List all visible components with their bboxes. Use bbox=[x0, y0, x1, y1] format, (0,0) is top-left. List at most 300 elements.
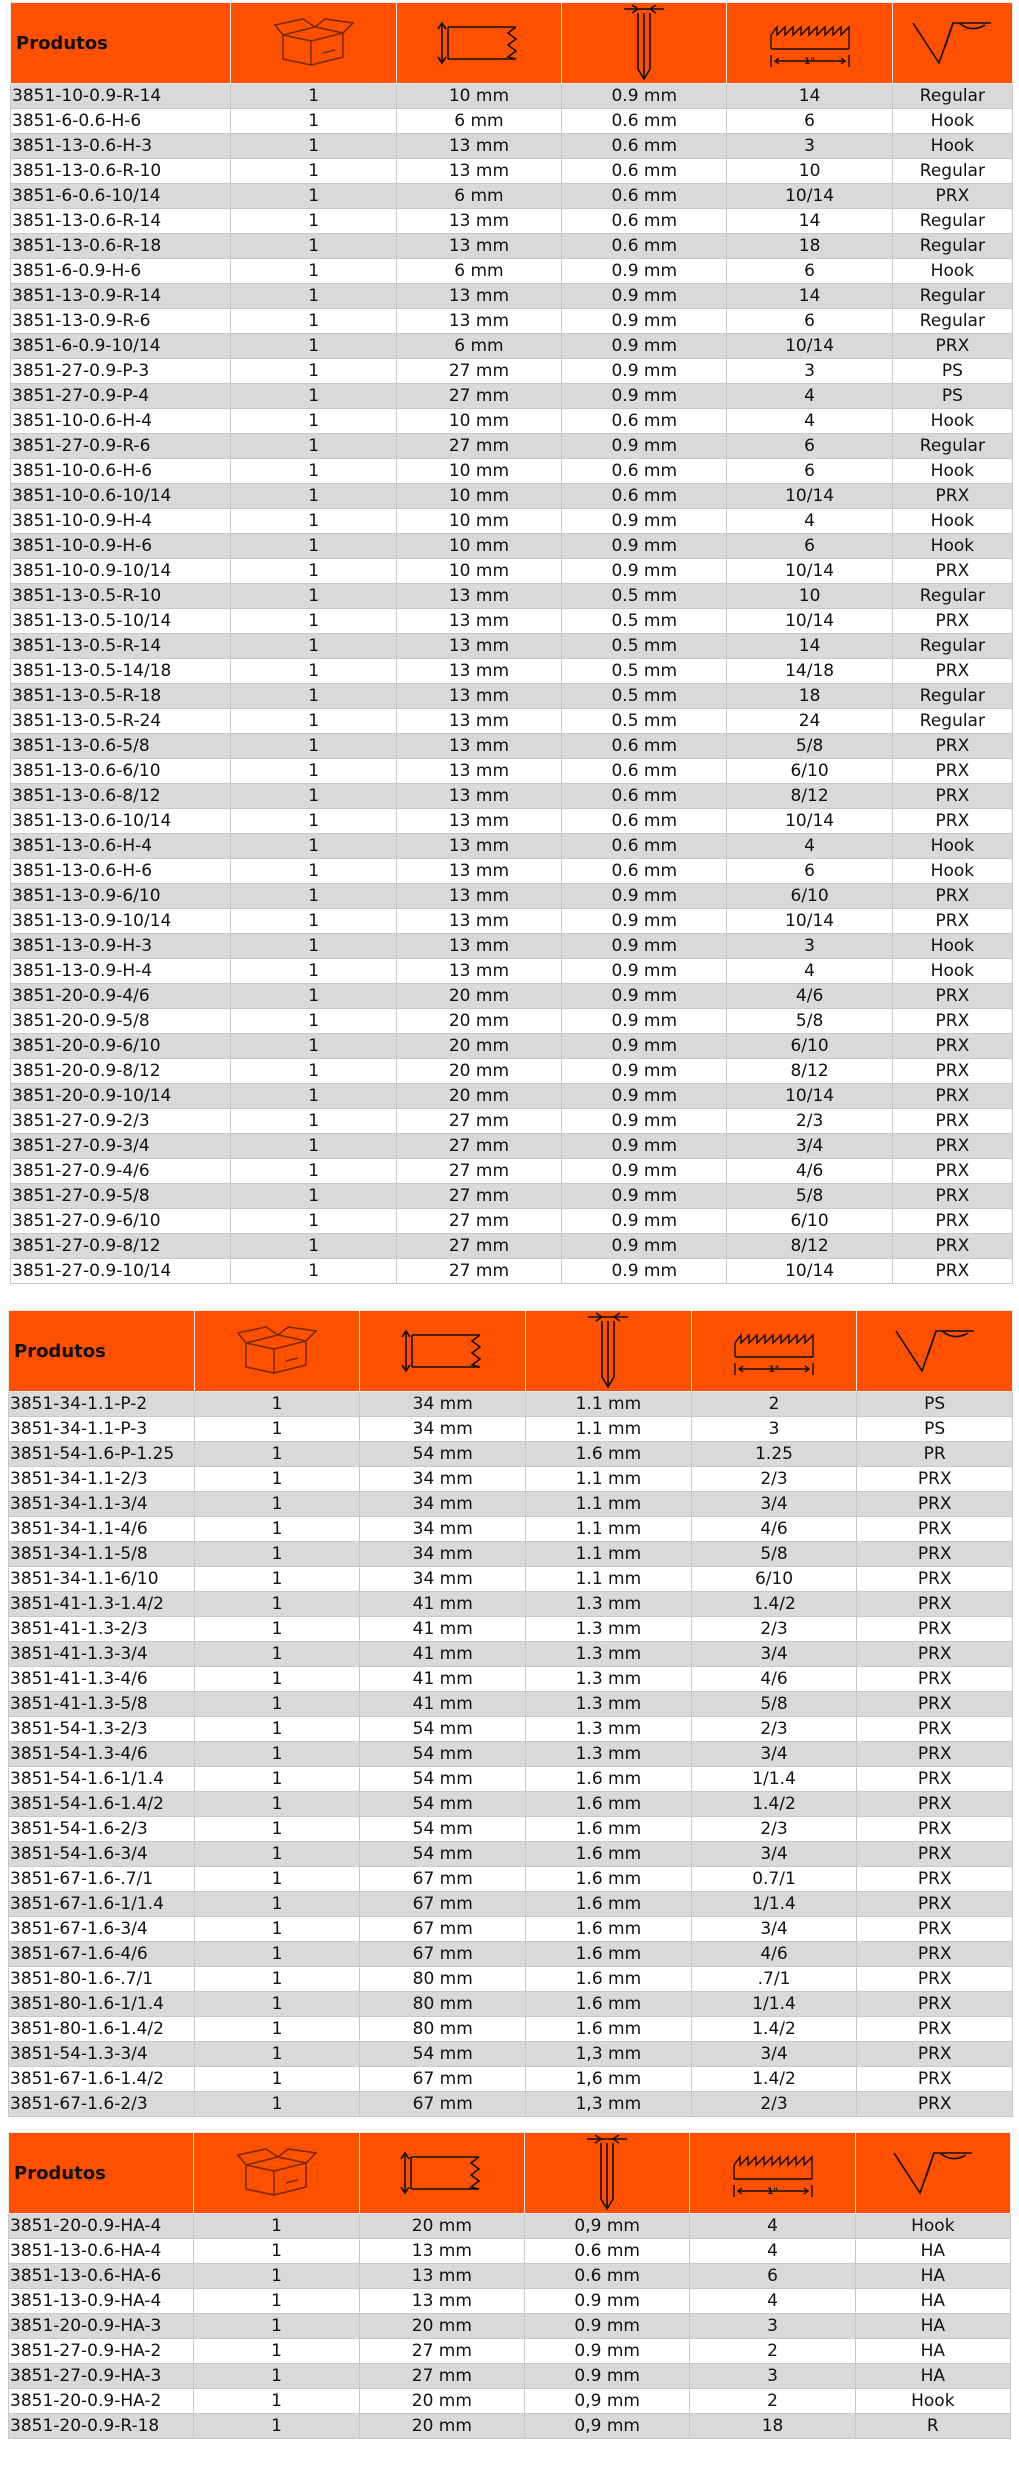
table-row bbox=[9, 1892, 1013, 1917]
thickness-cell: 0.9 mm bbox=[562, 984, 727, 1009]
product-code-cell: 3851-34-1.1-6/10 bbox=[9, 1567, 195, 1592]
tpi-cell: 10/14 bbox=[727, 909, 892, 934]
table-row bbox=[11, 559, 1013, 584]
tooth-type-cell: PRX bbox=[857, 1617, 1013, 1642]
box-quantity-icon bbox=[194, 2147, 358, 2199]
quantity-cell: 1 bbox=[231, 1084, 396, 1109]
tpi-cell: 1/1.4 bbox=[691, 1992, 857, 2017]
tooth-type-cell: Regular bbox=[892, 209, 1012, 234]
width-cell: 27 mm bbox=[396, 1209, 561, 1234]
product-code-cell: 3851-13-0.6-6/10 bbox=[11, 759, 231, 784]
table-row bbox=[11, 1184, 1013, 1209]
table-row bbox=[9, 2042, 1013, 2067]
width-cell: 41 mm bbox=[360, 1642, 526, 1667]
blade-thickness-icon bbox=[525, 2133, 689, 2213]
table-row bbox=[11, 1259, 1013, 1284]
table-row bbox=[9, 2314, 1011, 2339]
width-cell: 6 mm bbox=[396, 109, 561, 134]
tpi-cell: 3/4 bbox=[691, 1642, 857, 1667]
thickness-cell: 0.9 mm bbox=[562, 334, 727, 359]
tooth-type-cell: PRX bbox=[857, 1817, 1013, 1842]
thickness-cell: 0.6 mm bbox=[562, 484, 727, 509]
product-code-cell: 3851-13-0.6-10/14 bbox=[11, 809, 231, 834]
header-quantity bbox=[194, 2133, 359, 2214]
thickness-cell: 1,6 mm bbox=[526, 2067, 692, 2092]
products-table-1 bbox=[10, 2, 1013, 1284]
tooth-type-cell: HA bbox=[855, 2239, 1010, 2264]
tpi-cell: 2 bbox=[691, 1392, 857, 1417]
tooth-type-cell: PS bbox=[892, 384, 1012, 409]
width-cell: 6 mm bbox=[396, 184, 561, 209]
tpi-cell: 10/14 bbox=[727, 1259, 892, 1284]
thickness-cell: 0.5 mm bbox=[562, 634, 727, 659]
table-row bbox=[11, 359, 1013, 384]
width-cell: 13 mm bbox=[396, 809, 561, 834]
quantity-cell: 1 bbox=[231, 1159, 396, 1184]
width-cell: 10 mm bbox=[396, 484, 561, 509]
tpi-cell: 6/10 bbox=[727, 1034, 892, 1059]
tpi-cell: 3/4 bbox=[691, 1492, 857, 1517]
tooth-type-cell: Regular bbox=[892, 684, 1012, 709]
tpi-cell: 3 bbox=[691, 1417, 857, 1442]
table-row bbox=[11, 609, 1013, 634]
quantity-cell: 1 bbox=[231, 1259, 396, 1284]
tooth-type-cell: Regular bbox=[892, 159, 1012, 184]
table-row bbox=[11, 159, 1013, 184]
tpi-cell: 8/12 bbox=[727, 784, 892, 809]
quantity-cell: 1 bbox=[194, 1392, 360, 1417]
table-row bbox=[9, 1842, 1013, 1867]
thickness-cell: 0.9 mm bbox=[562, 259, 727, 284]
table-row bbox=[9, 2414, 1011, 2439]
tpi-cell: 1.4/2 bbox=[691, 2067, 857, 2092]
table-row bbox=[11, 759, 1013, 784]
width-cell: 13 mm bbox=[396, 584, 561, 609]
width-cell: 54 mm bbox=[360, 1817, 526, 1842]
table-row bbox=[9, 2239, 1011, 2264]
width-cell: 20 mm bbox=[396, 984, 561, 1009]
width-cell: 54 mm bbox=[360, 1792, 526, 1817]
tooth-type-cell: HA bbox=[855, 2264, 1010, 2289]
tooth-type-cell: Hook bbox=[892, 534, 1012, 559]
thickness-cell: 0.6 mm bbox=[562, 759, 727, 784]
width-cell: 10 mm bbox=[396, 509, 561, 534]
product-code-cell: 3851-10-0.6-H-4 bbox=[11, 409, 231, 434]
thickness-cell: 0.9 mm bbox=[525, 2289, 690, 2314]
width-cell: 54 mm bbox=[360, 1767, 526, 1792]
product-code-cell: 3851-6-0.6-H-6 bbox=[11, 109, 231, 134]
quantity-cell: 1 bbox=[194, 1492, 360, 1517]
product-code-cell: 3851-54-1.3-4/6 bbox=[9, 1742, 195, 1767]
width-cell: 10 mm bbox=[396, 559, 561, 584]
width-cell: 67 mm bbox=[360, 1917, 526, 1942]
tooth-type-cell: PRX bbox=[892, 784, 1012, 809]
thickness-cell: 1.6 mm bbox=[526, 1817, 692, 1842]
tooth-type-cell: PRX bbox=[857, 1717, 1013, 1742]
tpi-cell: 4 bbox=[727, 384, 892, 409]
product-code-cell: 3851-13-0.5-R-24 bbox=[11, 709, 231, 734]
quantity-cell: 1 bbox=[194, 1592, 360, 1617]
thickness-cell: 0.9 mm bbox=[562, 934, 727, 959]
thickness-cell: 0.9 mm bbox=[562, 509, 727, 534]
quantity-cell: 1 bbox=[194, 1792, 360, 1817]
thickness-cell: 0.9 mm bbox=[562, 534, 727, 559]
table-row bbox=[11, 134, 1013, 159]
tpi-cell: 6 bbox=[727, 534, 892, 559]
thickness-cell: 0.6 mm bbox=[562, 809, 727, 834]
table-row bbox=[11, 859, 1013, 884]
blade-thickness-icon bbox=[526, 1311, 691, 1391]
thickness-cell: 0.9 mm bbox=[562, 559, 727, 584]
tooth-type-cell: PS bbox=[857, 1417, 1013, 1442]
tooth-type-cell: PRX bbox=[892, 609, 1012, 634]
blade-thickness-icon bbox=[562, 3, 726, 83]
quantity-cell: 1 bbox=[194, 2339, 359, 2364]
table-row bbox=[9, 2017, 1013, 2042]
table-row bbox=[9, 1442, 1013, 1467]
quantity-cell: 1 bbox=[194, 1442, 360, 1467]
table-row bbox=[11, 684, 1013, 709]
tpi-cell: 18 bbox=[727, 684, 892, 709]
table-row bbox=[9, 2389, 1011, 2414]
product-code-cell: 3851-27-0.9-3/4 bbox=[11, 1134, 231, 1159]
tpi-cell: 3 bbox=[727, 934, 892, 959]
width-cell: 41 mm bbox=[360, 1592, 526, 1617]
width-cell: 27 mm bbox=[396, 384, 561, 409]
thickness-cell: 1.1 mm bbox=[526, 1542, 692, 1567]
thickness-cell: 0.9 mm bbox=[562, 384, 727, 409]
table-row bbox=[9, 2364, 1011, 2389]
table-row bbox=[11, 784, 1013, 809]
table-row bbox=[9, 1967, 1013, 1992]
tpi-cell: 14 bbox=[727, 84, 892, 109]
thickness-cell: 0.5 mm bbox=[562, 659, 727, 684]
quantity-cell: 1 bbox=[194, 1517, 360, 1542]
thickness-cell: 0.6 mm bbox=[562, 209, 727, 234]
thickness-cell: 0.5 mm bbox=[562, 709, 727, 734]
thickness-cell: 0.9 mm bbox=[562, 1059, 727, 1084]
tooth-type-cell: PRX bbox=[857, 1967, 1013, 1992]
quantity-cell: 1 bbox=[231, 259, 396, 284]
table-row bbox=[11, 1159, 1013, 1184]
product-code-cell: 3851-13-0.5-R-18 bbox=[11, 684, 231, 709]
width-cell: 20 mm bbox=[359, 2214, 524, 2239]
quantity-cell: 1 bbox=[194, 2289, 359, 2314]
header-width bbox=[360, 1311, 526, 1392]
quantity-cell: 1 bbox=[231, 984, 396, 1009]
product-code-cell: 3851-13-0.5-10/14 bbox=[11, 609, 231, 634]
quantity-cell: 1 bbox=[194, 2017, 360, 2042]
tpi-cell: 10/14 bbox=[727, 334, 892, 359]
width-cell: 13 mm bbox=[396, 859, 561, 884]
product-code-cell: 3851-20-0.9-5/8 bbox=[11, 1009, 231, 1034]
thickness-cell: 0.6 mm bbox=[562, 109, 727, 134]
quantity-cell: 1 bbox=[194, 2264, 359, 2289]
quantity-cell: 1 bbox=[194, 1867, 360, 1892]
width-cell: 67 mm bbox=[360, 1892, 526, 1917]
tooth-type-cell: PRX bbox=[857, 1467, 1013, 1492]
tpi-cell: 4/6 bbox=[727, 984, 892, 1009]
table-row bbox=[11, 209, 1013, 234]
width-cell: 41 mm bbox=[360, 1617, 526, 1642]
tooth-type-cell: PRX bbox=[857, 2042, 1013, 2067]
width-cell: 80 mm bbox=[360, 1967, 526, 1992]
tooth-profile-icon bbox=[856, 2147, 1010, 2199]
table-row bbox=[11, 1209, 1013, 1234]
tpi-cell: 1.4/2 bbox=[691, 2017, 857, 2042]
tooth-type-cell: PRX bbox=[857, 1792, 1013, 1817]
header-tooth-type bbox=[857, 1311, 1013, 1392]
quantity-cell: 1 bbox=[231, 609, 396, 634]
table-row bbox=[9, 2339, 1011, 2364]
quantity-cell: 1 bbox=[194, 1992, 360, 2017]
products-table-3 bbox=[8, 2132, 1011, 2439]
width-cell: 13 mm bbox=[396, 684, 561, 709]
table-row bbox=[9, 1392, 1013, 1417]
quantity-cell: 1 bbox=[231, 1009, 396, 1034]
quantity-cell: 1 bbox=[231, 859, 396, 884]
tooth-type-cell: PRX bbox=[892, 734, 1012, 759]
width-cell: 27 mm bbox=[396, 1259, 561, 1284]
width-cell: 13 mm bbox=[396, 209, 561, 234]
product-code-cell: 3851-10-0.6-H-6 bbox=[11, 459, 231, 484]
tpi-cell: 3 bbox=[690, 2364, 855, 2389]
thickness-cell: 1.3 mm bbox=[526, 1617, 692, 1642]
quantity-cell: 1 bbox=[231, 809, 396, 834]
table-row bbox=[9, 2067, 1013, 2092]
product-code-cell: 3851-41-1.3-1.4/2 bbox=[9, 1592, 195, 1617]
quantity-cell: 1 bbox=[231, 434, 396, 459]
quantity-cell: 1 bbox=[194, 1942, 360, 1967]
tpi-cell: 10/14 bbox=[727, 559, 892, 584]
width-cell: 13 mm bbox=[396, 934, 561, 959]
header-thickness bbox=[562, 3, 727, 84]
width-cell: 10 mm bbox=[396, 84, 561, 109]
product-code-cell: 3851-10-0.9-R-14 bbox=[11, 84, 231, 109]
table-row bbox=[9, 1567, 1013, 1592]
quantity-cell: 1 bbox=[231, 684, 396, 709]
width-cell: 80 mm bbox=[360, 2017, 526, 2042]
width-cell: 27 mm bbox=[359, 2339, 524, 2364]
quantity-cell: 1 bbox=[231, 1059, 396, 1084]
quantity-cell: 1 bbox=[231, 484, 396, 509]
width-cell: 34 mm bbox=[360, 1542, 526, 1567]
product-code-cell: 3851-67-1.6-2/3 bbox=[9, 2092, 195, 2117]
thickness-cell: 0.5 mm bbox=[562, 609, 727, 634]
table-row bbox=[9, 1792, 1013, 1817]
quantity-cell: 1 bbox=[231, 509, 396, 534]
table-row bbox=[11, 659, 1013, 684]
tpi-cell: 3 bbox=[727, 359, 892, 384]
quantity-cell: 1 bbox=[231, 309, 396, 334]
tpi-cell: 10/14 bbox=[727, 609, 892, 634]
quantity-cell: 1 bbox=[231, 759, 396, 784]
thickness-cell: 0.9 mm bbox=[562, 909, 727, 934]
table-row bbox=[11, 534, 1013, 559]
table-row bbox=[11, 634, 1013, 659]
product-code-cell: 3851-80-1.6-1/1.4 bbox=[9, 1992, 195, 2017]
header-tooth-type bbox=[892, 3, 1012, 84]
table-row bbox=[9, 1817, 1013, 1842]
product-code-cell: 3851-13-0.9-H-3 bbox=[11, 934, 231, 959]
quantity-cell: 1 bbox=[194, 2364, 359, 2389]
quantity-cell: 1 bbox=[194, 1467, 360, 1492]
thickness-cell: 1.1 mm bbox=[526, 1492, 692, 1517]
tpi-cell: 2/3 bbox=[727, 1109, 892, 1134]
width-cell: 27 mm bbox=[396, 1159, 561, 1184]
quantity-cell: 1 bbox=[194, 1717, 360, 1742]
width-cell: 13 mm bbox=[396, 909, 561, 934]
table-row bbox=[9, 1642, 1013, 1667]
product-code-cell: 3851-13-0.5-14/18 bbox=[11, 659, 231, 684]
thickness-cell: 0.9 mm bbox=[562, 1109, 727, 1134]
tooth-type-cell: PRX bbox=[892, 909, 1012, 934]
tpi-cell: 10/14 bbox=[727, 484, 892, 509]
tooth-type-cell: PRX bbox=[892, 559, 1012, 584]
table-row bbox=[11, 809, 1013, 834]
thickness-cell: 0.9 mm bbox=[562, 1259, 727, 1284]
thickness-cell: 0.9 mm bbox=[562, 884, 727, 909]
table-row bbox=[9, 2214, 1011, 2239]
thickness-cell: 0.6 mm bbox=[562, 834, 727, 859]
product-code-cell: 3851-13-0.6-H-4 bbox=[11, 834, 231, 859]
header-tpi bbox=[690, 2133, 855, 2214]
width-cell: 34 mm bbox=[360, 1492, 526, 1517]
thickness-cell: 1.6 mm bbox=[526, 1967, 692, 1992]
product-code-cell: 3851-10-0.9-H-4 bbox=[11, 509, 231, 534]
header-quantity bbox=[194, 1311, 360, 1392]
thickness-cell: 0.9 mm bbox=[562, 1084, 727, 1109]
table-row bbox=[11, 834, 1013, 859]
thickness-cell: 1.6 mm bbox=[526, 1792, 692, 1817]
tpi-cell: 10 bbox=[727, 584, 892, 609]
width-cell: 10 mm bbox=[396, 459, 561, 484]
tpi-cell: 4/6 bbox=[691, 1517, 857, 1542]
tooth-type-cell: PRX bbox=[892, 1234, 1012, 1259]
thickness-cell: 0,9 mm bbox=[525, 2389, 690, 2414]
thickness-cell: 0.9 mm bbox=[562, 284, 727, 309]
table-row bbox=[9, 2289, 1011, 2314]
quantity-cell: 1 bbox=[231, 1109, 396, 1134]
quantity-cell: 1 bbox=[194, 1892, 360, 1917]
tooth-type-cell: PRX bbox=[857, 1892, 1013, 1917]
tpi-cell: 18 bbox=[690, 2414, 855, 2439]
width-cell: 10 mm bbox=[396, 534, 561, 559]
quantity-cell: 1 bbox=[231, 1134, 396, 1159]
product-code-cell: 3851-34-1.1-P-2 bbox=[9, 1392, 195, 1417]
tooth-type-cell: Regular bbox=[892, 434, 1012, 459]
quantity-cell: 1 bbox=[231, 384, 396, 409]
header-row bbox=[11, 3, 1013, 84]
tpi-cell: 4 bbox=[690, 2289, 855, 2314]
tooth-type-cell: PRX bbox=[892, 984, 1012, 1009]
product-code-cell: 3851-67-1.6-4/6 bbox=[9, 1942, 195, 1967]
table-row bbox=[11, 184, 1013, 209]
product-code-cell: 3851-20-0.9-HA-3 bbox=[9, 2314, 194, 2339]
tpi-cell: 1.4/2 bbox=[691, 1792, 857, 1817]
tpi-cell: 3/4 bbox=[691, 1842, 857, 1867]
header-row bbox=[9, 1311, 1013, 1392]
quantity-cell: 1 bbox=[194, 1567, 360, 1592]
width-cell: 41 mm bbox=[360, 1692, 526, 1717]
table-row bbox=[9, 1917, 1013, 1942]
quantity-cell: 1 bbox=[194, 1817, 360, 1842]
product-code-cell: 3851-20-0.9-10/14 bbox=[11, 1084, 231, 1109]
product-code-cell: 3851-54-1.6-1.4/2 bbox=[9, 1792, 195, 1817]
table-row bbox=[11, 984, 1013, 1009]
thickness-cell: 0.9 mm bbox=[562, 359, 727, 384]
thickness-cell: 0.9 mm bbox=[562, 1159, 727, 1184]
quantity-cell: 1 bbox=[231, 359, 396, 384]
tpi-cell: 6 bbox=[727, 859, 892, 884]
tpi-cell: 1/1.4 bbox=[691, 1767, 857, 1792]
quantity-cell: 1 bbox=[231, 334, 396, 359]
thickness-cell: 0.6 mm bbox=[562, 159, 727, 184]
tooth-type-cell: PRX bbox=[857, 1567, 1013, 1592]
width-cell: 34 mm bbox=[360, 1417, 526, 1442]
quantity-cell: 1 bbox=[231, 209, 396, 234]
thickness-cell: 1.6 mm bbox=[526, 1992, 692, 2017]
width-cell: 13 mm bbox=[396, 634, 561, 659]
product-code-cell: 3851-67-1.6-1.4/2 bbox=[9, 2067, 195, 2092]
tpi-cell: 3/4 bbox=[691, 1917, 857, 1942]
width-cell: 27 mm bbox=[396, 434, 561, 459]
table-row bbox=[9, 1942, 1013, 1967]
tooth-type-cell: PRX bbox=[892, 1159, 1012, 1184]
table-row bbox=[11, 1134, 1013, 1159]
quantity-cell: 1 bbox=[231, 284, 396, 309]
tpi-icon-label: 1" bbox=[768, 1365, 780, 1375]
width-cell: 27 mm bbox=[359, 2364, 524, 2389]
product-code-cell: 3851-13-0.6-R-18 bbox=[11, 234, 231, 259]
table-row bbox=[11, 284, 1013, 309]
width-cell: 27 mm bbox=[396, 1134, 561, 1159]
tpi-cell: 4 bbox=[727, 959, 892, 984]
product-code-cell: 3851-54-1.6-3/4 bbox=[9, 1842, 195, 1867]
tpi-cell: 4 bbox=[727, 509, 892, 534]
quantity-cell: 1 bbox=[231, 84, 396, 109]
product-code-cell: 3851-13-0.9-10/14 bbox=[11, 909, 231, 934]
tooth-type-cell: Regular bbox=[892, 584, 1012, 609]
quantity-cell: 1 bbox=[194, 1667, 360, 1692]
tpi-cell: 3/4 bbox=[691, 2042, 857, 2067]
product-code-cell: 3851-67-1.6-3/4 bbox=[9, 1917, 195, 1942]
product-code-cell: 3851-20-0.9-HA-2 bbox=[9, 2389, 194, 2414]
product-code-cell: 3851-27-0.9-P-4 bbox=[11, 384, 231, 409]
product-code-cell: 3851-13-0.6-HA-4 bbox=[9, 2239, 194, 2264]
table-row bbox=[9, 1717, 1013, 1742]
width-cell: 13 mm bbox=[396, 159, 561, 184]
thickness-cell: 1.6 mm bbox=[526, 1442, 692, 1467]
width-cell: 10 mm bbox=[396, 409, 561, 434]
width-cell: 20 mm bbox=[396, 1009, 561, 1034]
product-code-cell: 3851-10-0.9-10/14 bbox=[11, 559, 231, 584]
thickness-cell: 1.6 mm bbox=[526, 1867, 692, 1892]
width-cell: 27 mm bbox=[396, 1109, 561, 1134]
product-code-cell: 3851-34-1.1-5/8 bbox=[9, 1542, 195, 1567]
tooth-type-cell: PRX bbox=[857, 1767, 1013, 1792]
thickness-cell: 0.9 mm bbox=[562, 309, 727, 334]
thickness-cell: 0.6 mm bbox=[562, 734, 727, 759]
tooth-type-cell: PS bbox=[857, 1392, 1013, 1417]
tooth-type-cell: Regular bbox=[892, 709, 1012, 734]
product-code-cell: 3851-34-1.1-2/3 bbox=[9, 1467, 195, 1492]
tooth-profile-icon bbox=[893, 17, 1012, 69]
width-cell: 20 mm bbox=[396, 1034, 561, 1059]
tpi-cell: 8/12 bbox=[727, 1059, 892, 1084]
width-cell: 13 mm bbox=[396, 784, 561, 809]
thickness-cell: 1.1 mm bbox=[526, 1417, 692, 1442]
